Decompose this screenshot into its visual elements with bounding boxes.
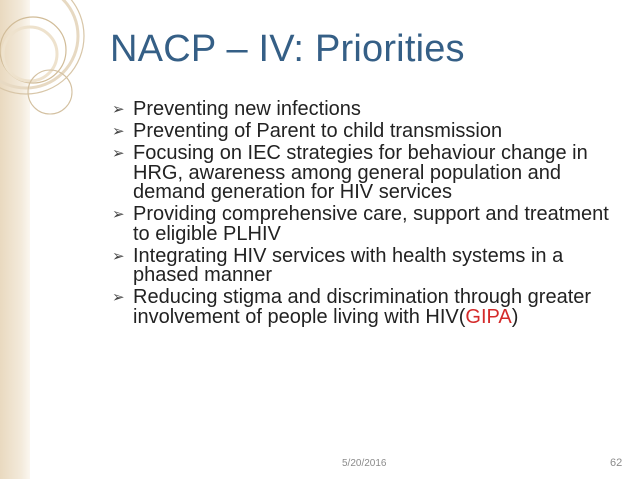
slide-title: NACP – IV: Priorities	[110, 28, 465, 70]
bullet-text: Providing comprehensive care, support and treatment to eligible PLHIV	[133, 203, 609, 245]
bullet-text-before: Reducing stigma and discrimination through greater involvement of people living with HIV(	[133, 286, 592, 328]
slide-number: 62	[610, 457, 623, 469]
footer-date: 5/20/2016	[342, 458, 387, 469]
bullet-text: Focusing on IEC strategies for behaviour change in HRG, awareness among general population and demand generation for HIV services	[133, 142, 588, 204]
bullet-item	[112, 288, 612, 327]
bullet-text: Integrating HIV services with health systems in a phased manner	[133, 244, 564, 287]
bullet-item	[112, 244, 612, 287]
bullet-item	[112, 100, 612, 120]
bullet-item	[112, 205, 612, 244]
decorative-rings-graphic	[0, 0, 120, 160]
bullet-text: Preventing of Parent to child transmission	[133, 120, 503, 143]
arrow-bullet-icon: ➢	[112, 145, 125, 163]
arrow-bullet-icon: ➢	[112, 247, 125, 265]
gipa-highlight: GIPA	[465, 305, 512, 328]
arrow-bullet-icon: ➢	[112, 206, 125, 224]
arrow-bullet-icon: ➢	[112, 123, 125, 141]
bullet-item	[112, 122, 612, 142]
arrow-bullet-icon: ➢	[112, 101, 125, 118]
bullet-text-after: )	[511, 305, 519, 328]
bullet-item	[112, 144, 612, 203]
arrow-bullet-icon: ➢	[112, 289, 125, 307]
bullet-text: Preventing new infections	[133, 98, 361, 120]
priorities-bullet-list	[112, 100, 612, 330]
